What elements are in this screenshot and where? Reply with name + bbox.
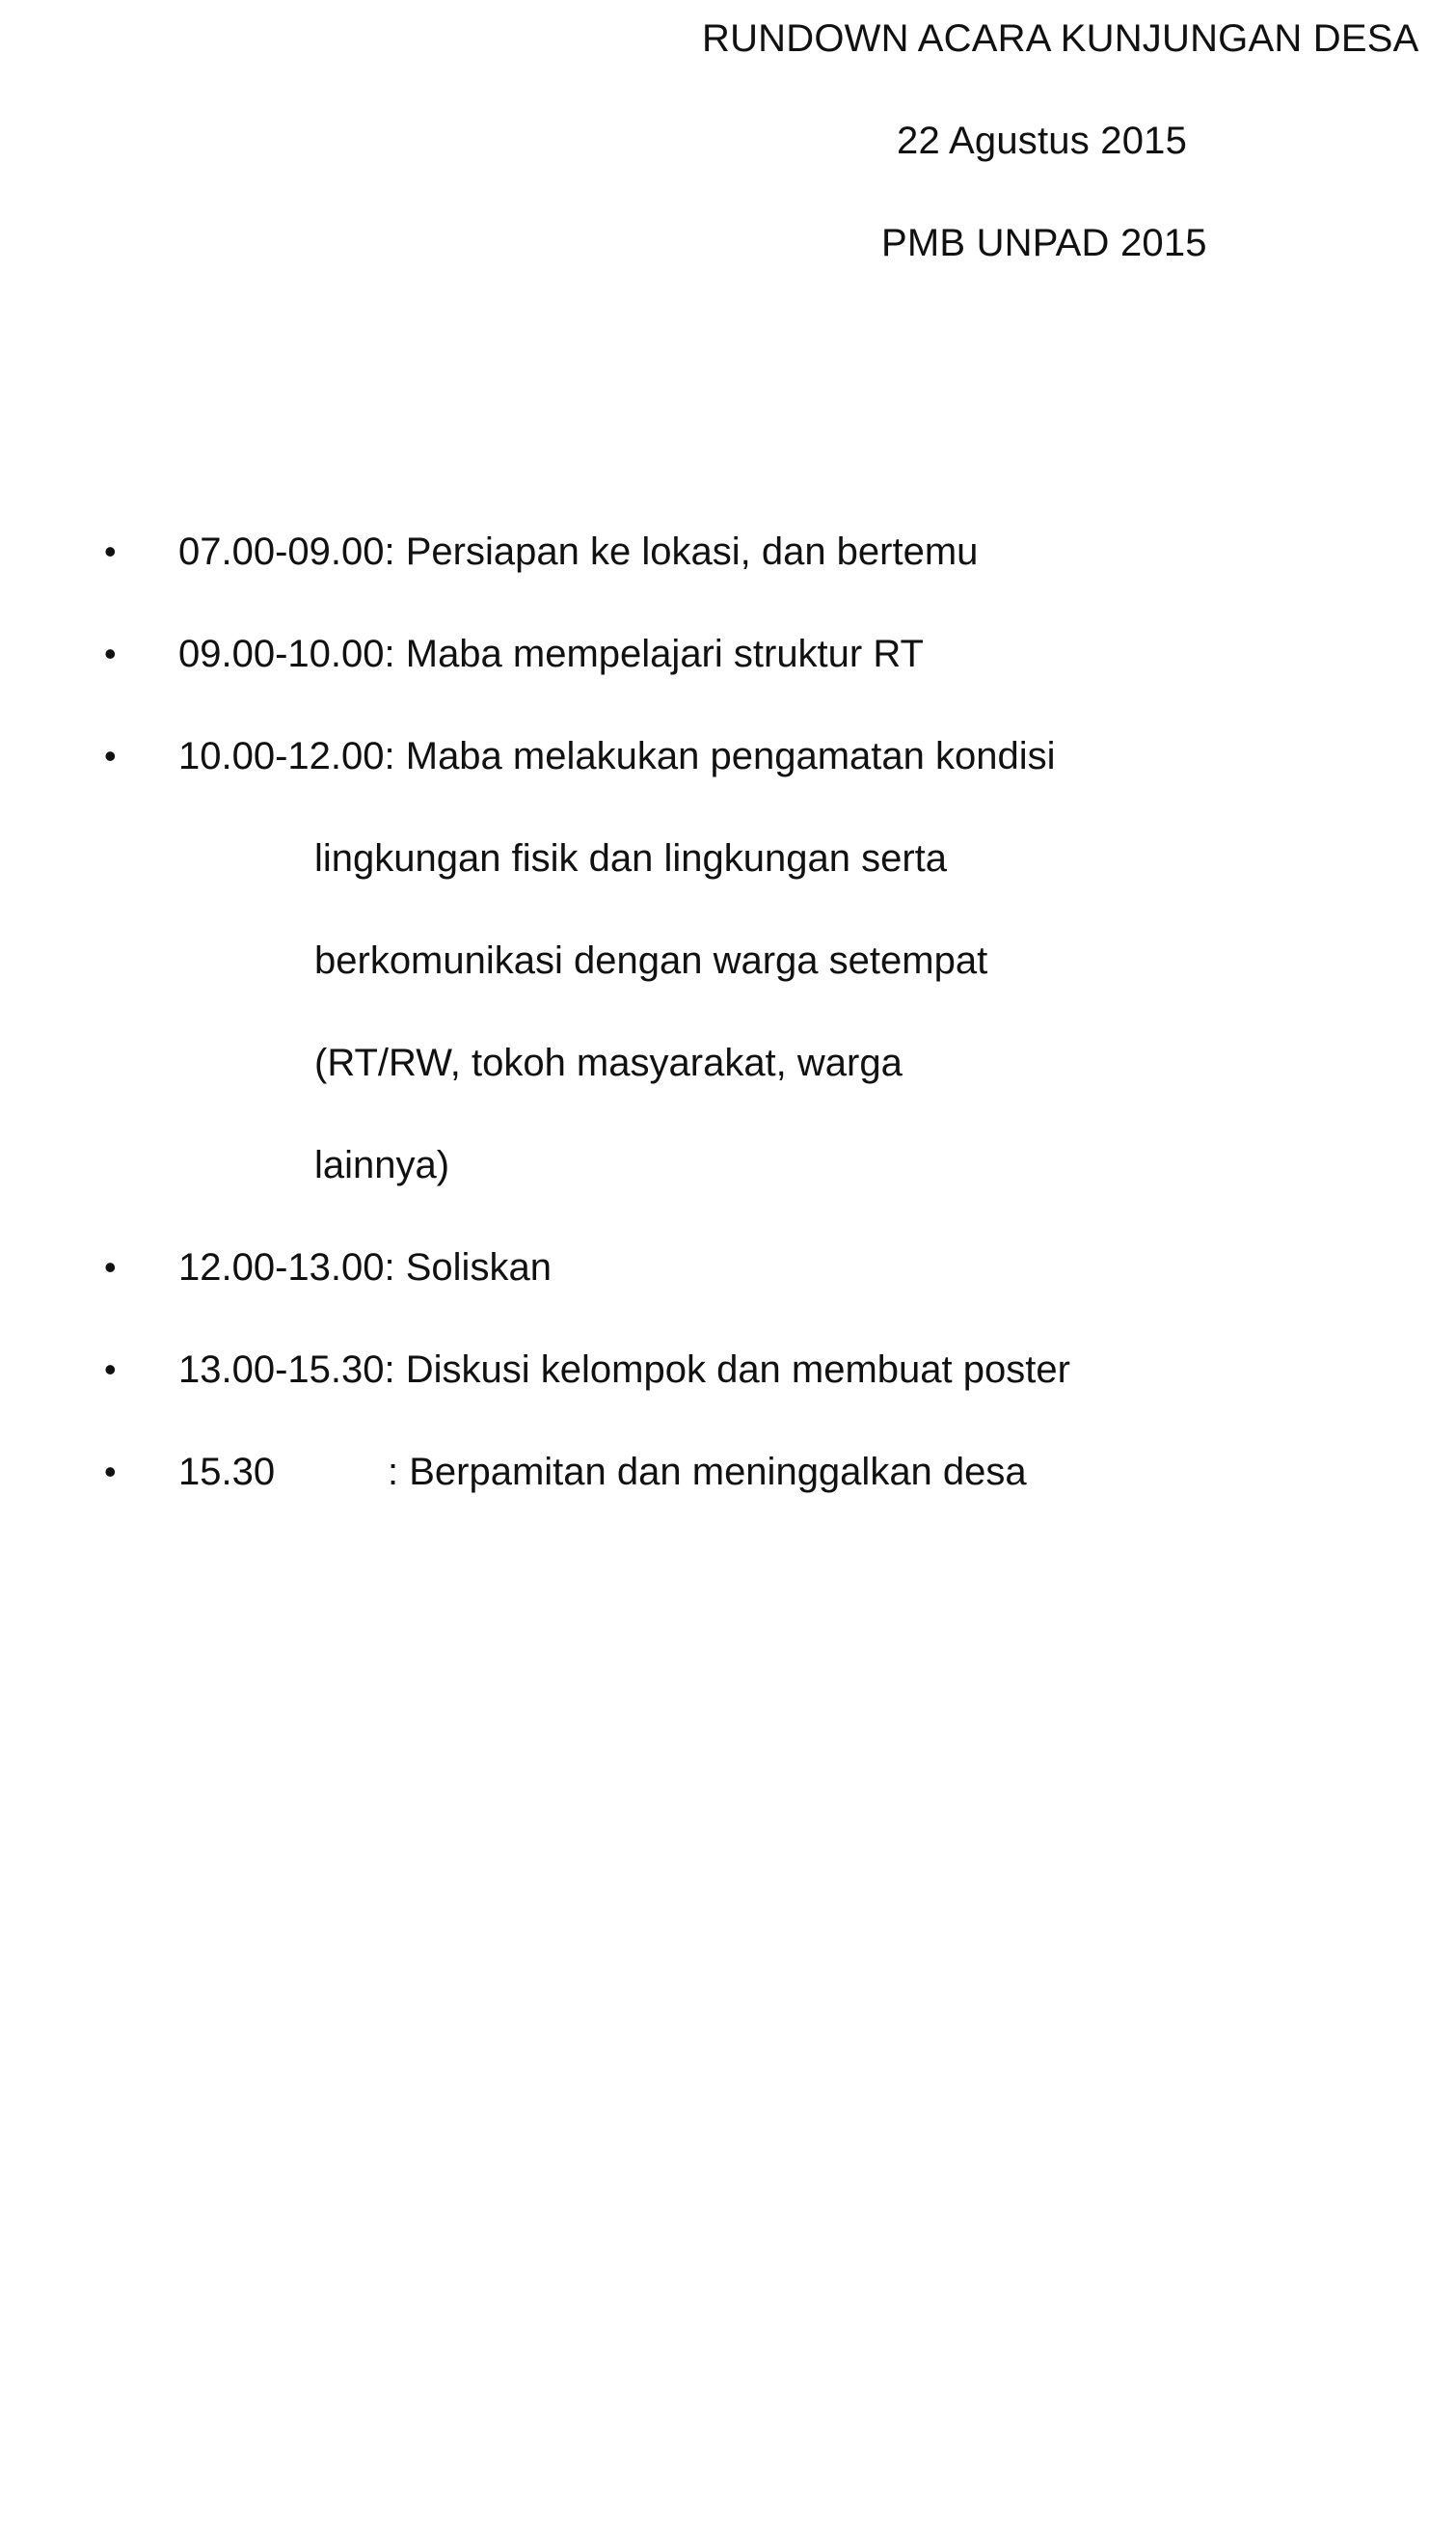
bullet-icon: • [104, 634, 117, 673]
schedule-item-time: 15.30 [178, 1451, 276, 1493]
schedule-item-description: : Berpamitan dan meninggalkan desa [388, 1451, 1027, 1493]
bullet-icon: • [104, 1452, 117, 1491]
schedule-item-text: 07.00-09.00: Persiapan ke lokasi, dan bertemu [178, 531, 979, 573]
organizer-name: PMB UNPAD 2015 [881, 222, 1207, 264]
schedule-item-text: 10.00-12.00: Maba melakukan pengamatan kondisi [178, 735, 1056, 777]
bullet-icon: • [104, 531, 117, 571]
schedule-item-continuation: (RT/RW, tokoh masyarakat, warga [314, 1042, 903, 1084]
schedule-item-continuation: lingkungan fisik dan lingkungan serta [314, 837, 947, 880]
schedule-item-text: 09.00-10.00: Maba mempelajari struktur RT [178, 633, 924, 675]
schedule-item-continuation: lainnya) [314, 1144, 450, 1186]
document-title: RUNDOWN ACARA KUNJUNGAN DESA [702, 17, 1419, 60]
schedule-item-text: 13.00-15.30: Diskusi kelompok dan membuat poster [178, 1348, 1070, 1391]
bullet-icon: • [104, 1247, 117, 1287]
bullet-icon: • [104, 1349, 117, 1389]
bullet-icon: • [104, 736, 117, 776]
schedule-item-text: 12.00-13.00: Soliskan [178, 1246, 552, 1289]
event-date: 22 Agustus 2015 [897, 120, 1188, 162]
schedule-item-continuation: berkomunikasi dengan warga setempat [314, 939, 988, 982]
